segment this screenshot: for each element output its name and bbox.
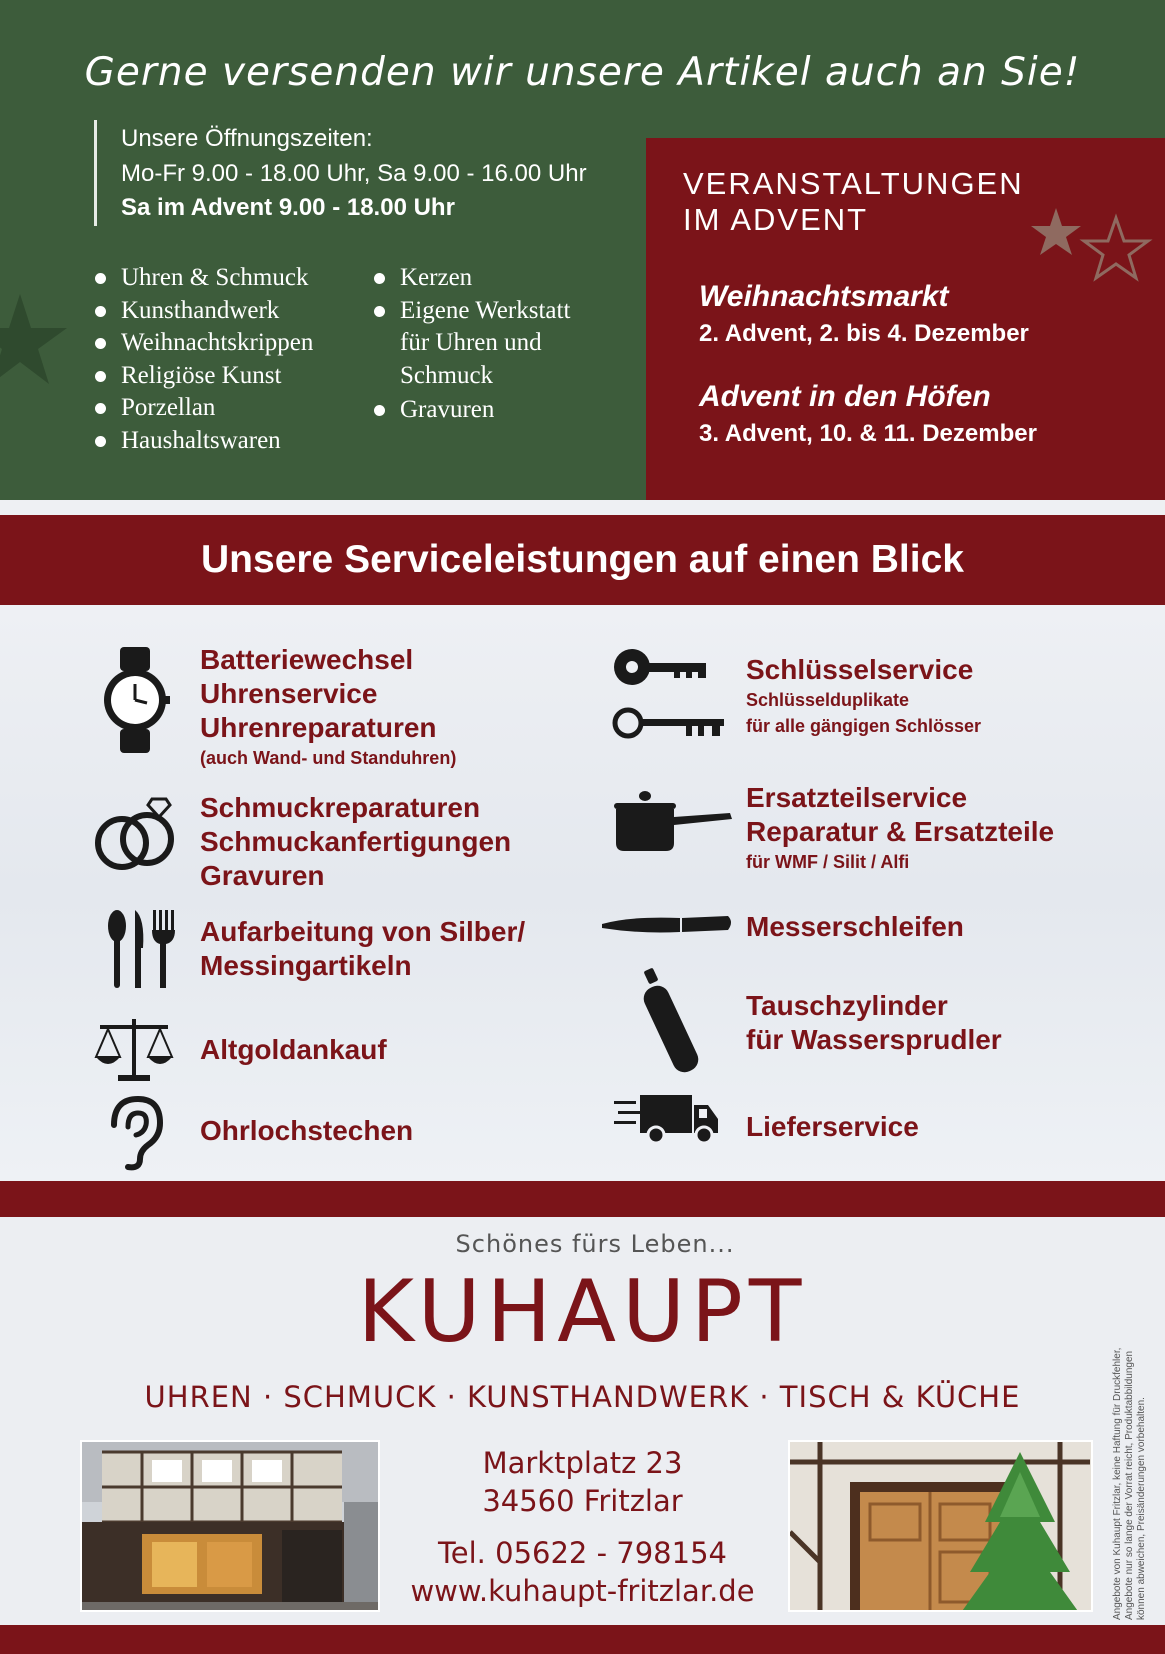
events-title	[683, 166, 1024, 238]
delivery-truck-icon	[614, 1093, 720, 1145]
service-note: für alle gängigen Schlösser	[746, 716, 982, 736]
list-item: Kerzen	[374, 262, 604, 295]
service-label: Tauschzylinder	[746, 990, 948, 1021]
service-label: Schmuckanfertigungen	[200, 826, 512, 857]
list-item: Porzellan	[95, 392, 313, 425]
footer-divider	[0, 1181, 1165, 1217]
list-item: Kunsthandwerk	[95, 295, 313, 328]
service-label: für Wassersprudler	[746, 1024, 1002, 1055]
service-label: Batteriewechsel	[200, 644, 414, 675]
star-icon	[1026, 198, 1165, 288]
opening-hours	[94, 120, 587, 226]
gas-cylinder-icon	[640, 965, 710, 1075]
address-street: Marktplatz 23	[482, 1446, 683, 1480]
service-note: Schlüsselduplikate	[746, 690, 910, 710]
service-label: Gravuren	[200, 860, 325, 891]
service-note: (auch Wand- und Standuhren)	[200, 748, 457, 768]
event-date: 2. Advent, 2. bis 4. Dezember	[699, 320, 1029, 347]
watch-icon	[100, 645, 170, 755]
address-block	[380, 1444, 785, 1610]
phone-number: Tel. 05622 - 798154	[438, 1536, 727, 1570]
event-date: 3. Advent, 10. & 11. Dezember	[699, 420, 1037, 447]
service-label: Reparatur & Ersatzteile	[746, 816, 1055, 847]
services-title-band	[0, 515, 1165, 605]
service-label: Messingartikeln	[200, 950, 412, 981]
service-label: Uhrenreparaturen	[200, 712, 437, 743]
shipping-tagline: Gerne versenden wir unsere Artikel auch an Sie!	[84, 50, 1081, 95]
events-title-line2: IM ADVENT	[683, 202, 869, 237]
address-city: 34560 Fritzlar	[482, 1484, 683, 1518]
footer-bottom-bar	[0, 1625, 1165, 1654]
list-item: Haushaltswaren	[95, 425, 313, 458]
services-area	[0, 605, 1165, 1180]
brand-subline: UHREN · SCHMUCK · KUNSTHANDWERK · TISCH & KÜCHE	[144, 1380, 1021, 1414]
service-label: Ersatzteilservice	[746, 782, 968, 813]
list-item: Weihnachtskrippen	[95, 327, 313, 360]
knife-icon	[600, 910, 735, 940]
keys-icon	[612, 645, 727, 745]
event-name: Advent in den Höfen	[699, 380, 991, 413]
service-label: Aufarbeitung von Silber/	[200, 916, 526, 947]
opening-hours-advent: Sa im Advent 9.00 - 18.00 Uhr	[121, 194, 455, 221]
list-item: Religiöse Kunst	[95, 360, 313, 393]
list-item: Uhren & Schmuck	[95, 262, 313, 295]
service-note: für WMF / Silit / Alfi	[746, 852, 910, 872]
opening-hours-title: Unsere Öffnungszeiten:	[121, 125, 373, 152]
pan-icon	[612, 785, 734, 855]
product-list-right	[374, 262, 604, 427]
courtyard-photo	[788, 1440, 1093, 1612]
shop-front-photo	[80, 1440, 380, 1612]
list-item: Gravuren	[374, 394, 604, 427]
service-label: Schmuckreparaturen	[200, 792, 481, 823]
service-label: Messerschleifen	[746, 911, 964, 942]
scale-icon	[94, 1015, 174, 1085]
events-title-line1: VERANSTALTUNGEN	[683, 166, 1024, 201]
service-label: Uhrenservice	[200, 678, 378, 709]
brand-logo: KUHAUPT	[357, 1262, 808, 1362]
legal-disclaimer: Angebote von Kuhaupt Fritzlar, keine Haftung für Druckfehler, Angebote nur so lange der Vorrat reicht, Produktabbildungen können abweichen, Preisänderungen vorbehalten.	[1112, 1347, 1147, 1620]
event-name: Weihnachtsmarkt	[699, 280, 949, 313]
website-link[interactable]: www.kuhaupt-fritzlar.de	[410, 1574, 755, 1608]
service-label: Schlüsselservice	[746, 654, 974, 685]
list-item: Eigene Werkstatt für Uhren und Schmuck	[374, 295, 604, 393]
star-icon	[0, 290, 70, 390]
cutlery-icon	[105, 908, 175, 990]
service-label: Altgoldankauf	[200, 1034, 387, 1065]
rings-icon	[92, 795, 182, 875]
advent-events-box	[646, 138, 1165, 500]
services-title: Unsere Serviceleistungen auf einen Blick	[201, 538, 964, 581]
slogan: Schönes fürs Leben...	[455, 1230, 735, 1258]
ear-icon	[106, 1095, 166, 1171]
product-list-left	[95, 262, 313, 457]
service-label: Lieferservice	[746, 1111, 919, 1142]
opening-hours-weekly: Mo-Fr 9.00 - 18.00 Uhr, Sa 9.00 - 16.00 Uhr	[121, 160, 587, 187]
service-label: Ohrlochstechen	[200, 1115, 414, 1146]
